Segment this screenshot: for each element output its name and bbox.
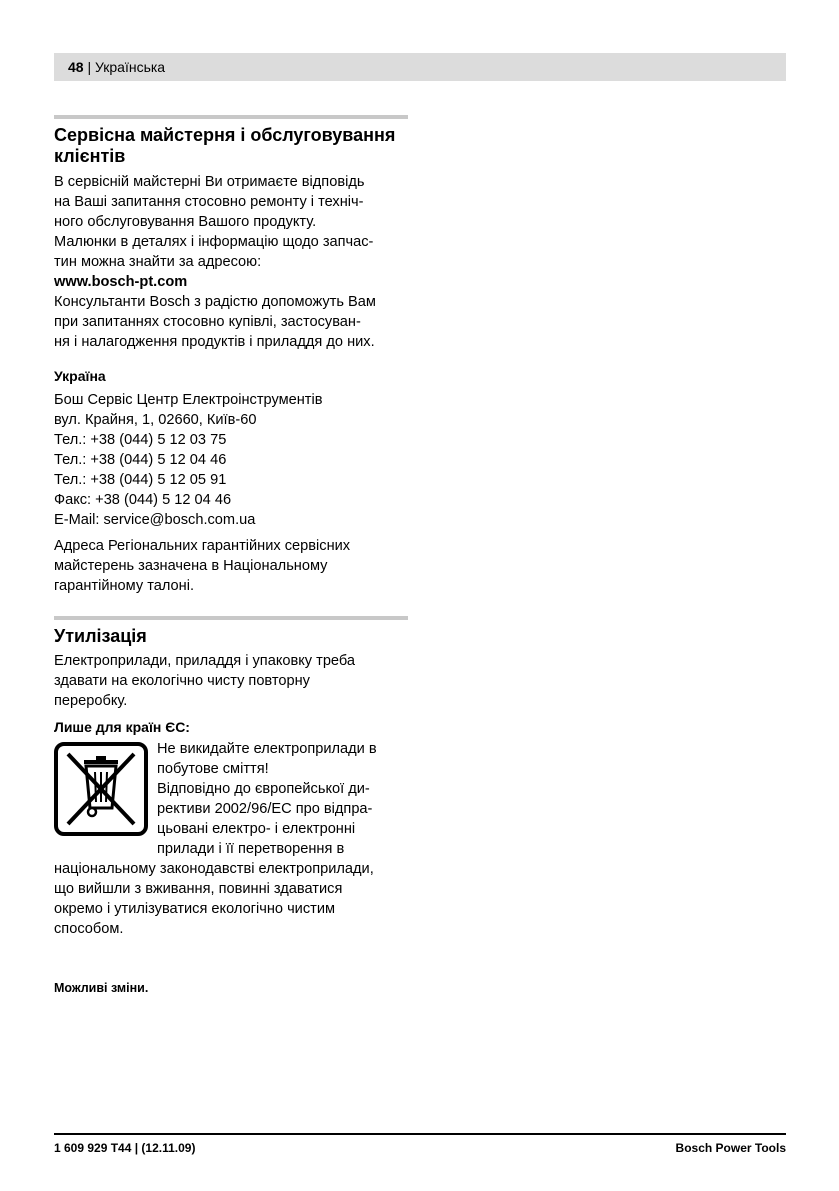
ukraine-contacts — [54, 366, 408, 596]
website-link[interactable]: www.bosch-pt.com — [54, 274, 188, 290]
service-title-line: Сервісна майстерня і обслуговування — [54, 125, 396, 145]
text-line: при запитаннях стосовно купівлі, застосуван- — [54, 314, 361, 330]
text-line: Консультанти Bosch з радістю допоможуть Вам — [54, 294, 376, 310]
text-line: тин можна знайти за адресою: — [54, 254, 262, 270]
text-line: що вийшли з вживання, повинні здаватися — [54, 881, 343, 897]
text-line: Електроприлади, приладдя і упаковку треба — [54, 653, 356, 669]
language-label: | Українська — [87, 59, 166, 75]
section-divider — [54, 115, 408, 119]
text-line: ного обслуговування Вашого продукту. — [54, 214, 317, 230]
text-line: вул. Крайня, 1, 02660, Київ-60 — [54, 412, 257, 428]
text-line: Адреса Регіональних гарантійних сервісних — [54, 538, 351, 554]
section-divider — [54, 616, 408, 620]
page-header — [54, 53, 786, 81]
weee-notice — [157, 739, 408, 859]
text-line: національному законодавстві електроприлади, — [54, 861, 374, 877]
text-line: Факс: +38 (044) 5 12 04 46 — [54, 492, 232, 508]
service-paragraph — [54, 172, 408, 352]
text-line: Малюнки в деталях і інформацію щодо запчас- — [54, 234, 374, 250]
text-line: Не викидайте електроприлади в — [157, 741, 377, 757]
document-id: 1 609 929 T44 | (12.11.09) — [54, 1141, 196, 1155]
text-line: гарантійному талоні. — [54, 578, 195, 594]
text-line: здавати на екологічно чисту повторну — [54, 673, 310, 689]
text-line: побутове сміття! — [157, 761, 269, 777]
text-line: Відповідно до європейської ди- — [157, 781, 370, 797]
text-line: переробку. — [54, 693, 128, 709]
text-line: Тел.: +38 (044) 5 12 04 46 — [54, 452, 227, 468]
weee-block — [54, 739, 408, 859]
text-line: Тел.: +38 (044) 5 12 03 75 — [54, 432, 227, 448]
service-title — [54, 125, 408, 167]
page-number: 48 — [68, 59, 84, 75]
brand-name: Bosch Power Tools — [675, 1141, 786, 1155]
text-line: на Ваші запитання стосовно ремонту і техніч- — [54, 194, 364, 210]
text-line: окремо і утилізуватися екологічно чистим — [54, 901, 336, 917]
text-line: В сервісній майстерні Ви отримаєте відповідь — [54, 174, 365, 190]
ukraine-title: Україна — [54, 368, 106, 384]
ukraine-address — [54, 390, 408, 530]
footer-divider — [54, 1133, 786, 1135]
crossed-out-wheelie-bin-icon — [54, 742, 148, 836]
text-line: майстерень зазначена в Національному — [54, 558, 328, 574]
disposal-section — [54, 616, 408, 939]
disposal-paragraph — [54, 651, 408, 711]
eu-only-title: Лише для країн ЄС: — [54, 719, 190, 735]
text-line: способом. — [54, 921, 124, 937]
disposal-title: Утилізація — [54, 626, 147, 646]
text-line: прилади і її перетворення в — [157, 841, 345, 857]
text-line: рективи 2002/96/ЕС про відпра- — [157, 801, 373, 817]
weee-continued — [54, 859, 408, 939]
service-section — [54, 115, 408, 352]
changes-note: Можливі зміни. — [54, 981, 149, 995]
text-line: цьовані електро- і електронні — [157, 821, 356, 837]
text-line: ня і налагодження продуктів і приладдя до них. — [54, 334, 375, 350]
regional-note — [54, 536, 408, 596]
email-link[interactable]: E-Mail: service@bosch.com.ua — [54, 512, 256, 528]
text-line: Бош Сервіс Центр Електроінструментів — [54, 392, 323, 408]
text-line: Тел.: +38 (044) 5 12 05 91 — [54, 472, 227, 488]
service-title-line: клієнтів — [54, 146, 126, 166]
